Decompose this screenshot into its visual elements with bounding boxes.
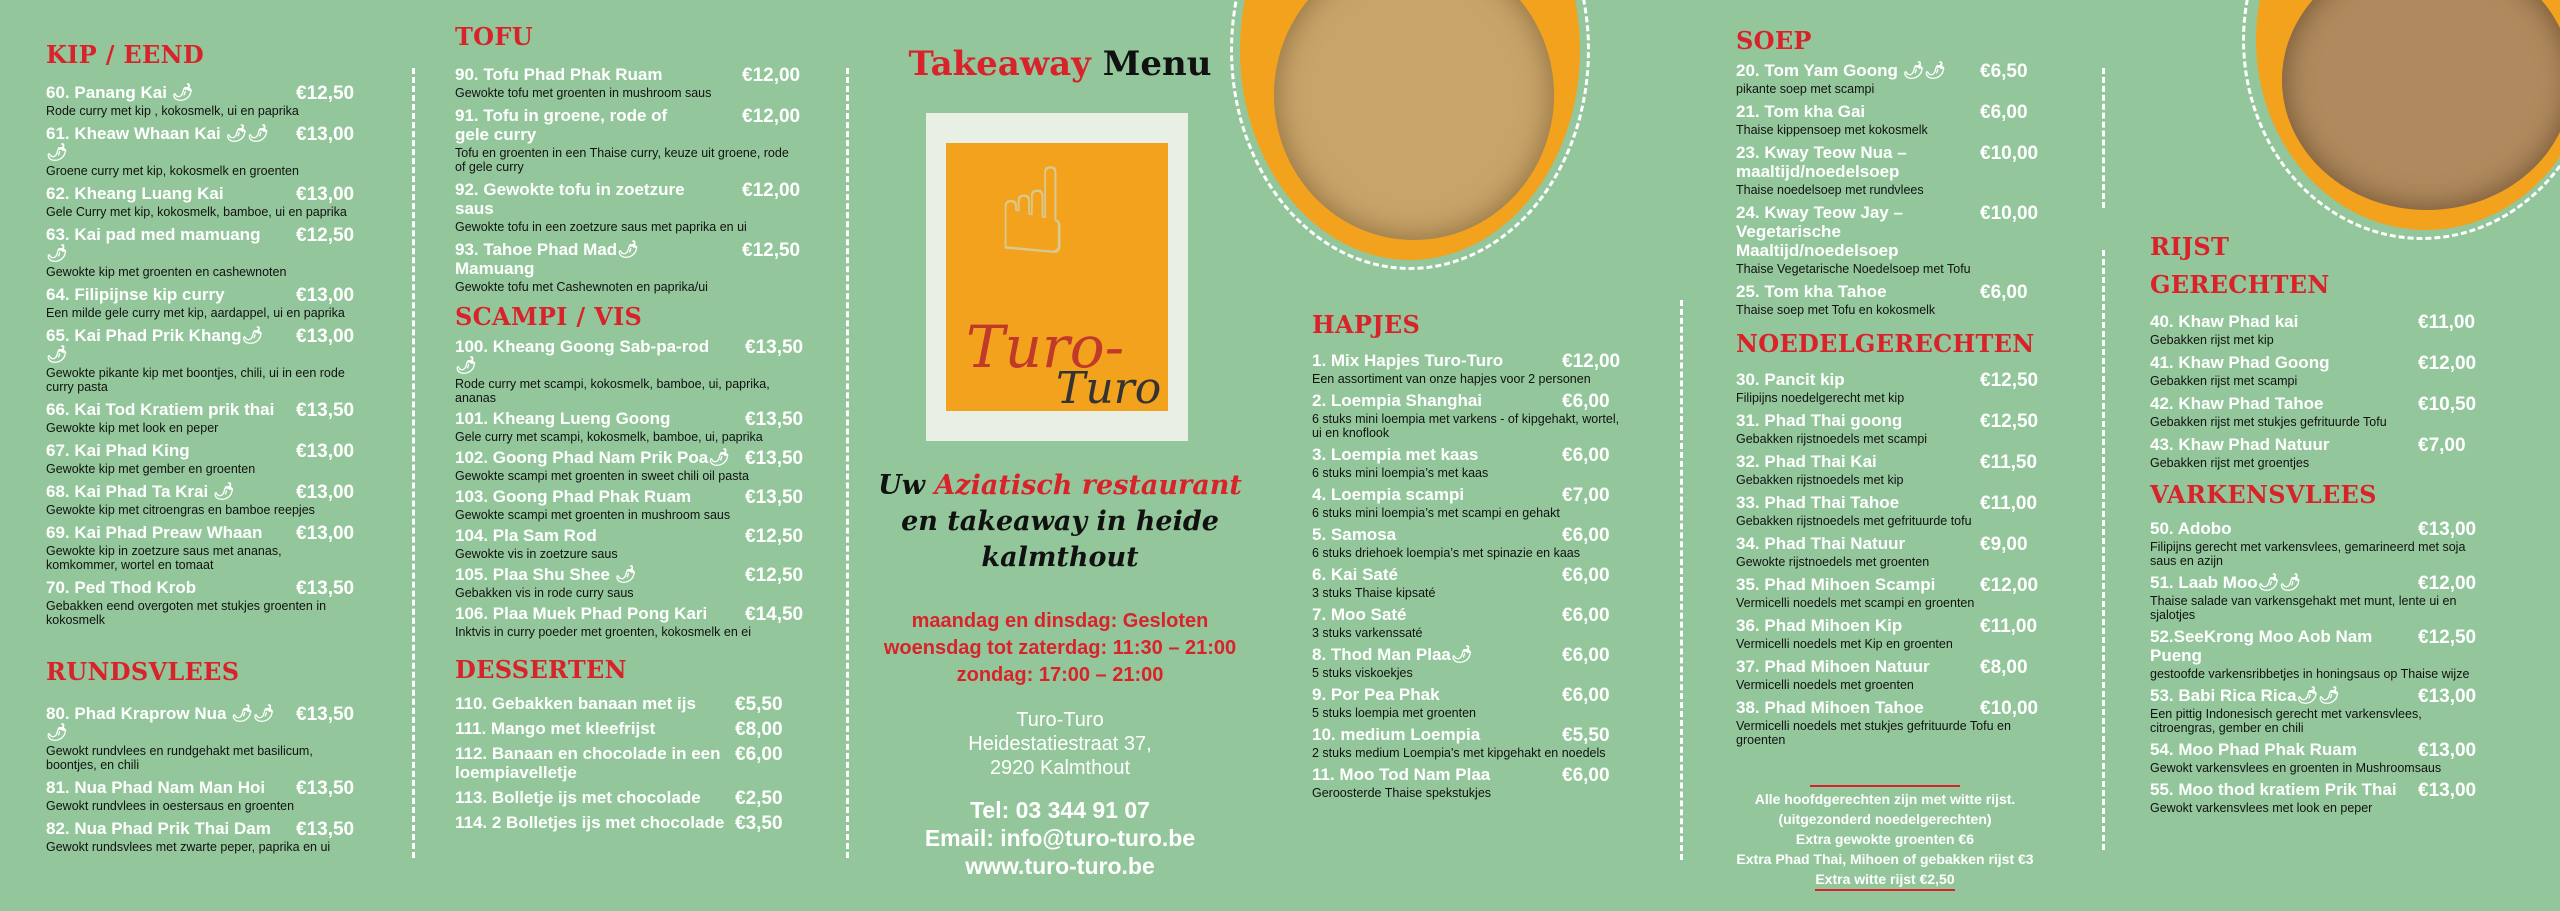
menu-item-description: pikante soep met scampi xyxy=(1736,82,1875,96)
menu-item xyxy=(2150,627,2525,681)
menu-item-price: €11,50 xyxy=(1980,452,2038,473)
menu-item-description: 3 stuks varkenssaté xyxy=(1312,626,1423,640)
column-tofu-scampi-dessert xyxy=(455,22,817,838)
menu-item-description: Gewokte tofu met groenten in mushroom saus xyxy=(455,86,712,100)
menu-item-description: Thaise kippensoep met kokosmelk xyxy=(1736,123,1928,137)
menu-item-description: Thaise Vegetarische Noedelsoep met Tofu xyxy=(1736,262,1971,276)
menu-item-name: 103. Goong Phad Phak Ruam xyxy=(455,487,692,506)
menu-item-price: €13,50 xyxy=(296,400,355,421)
section-title-hapjes: HAPJES xyxy=(1312,310,1421,339)
menu-item-price: €10,50 xyxy=(2418,394,2477,415)
tagline: Uw Aziatisch restaurant en takeaway in heide kalmthout xyxy=(878,470,1242,573)
menu-item xyxy=(1736,102,2056,137)
menu-item xyxy=(2150,573,2525,622)
menu-item-name: 106. Plaa Muek Phad Pong Kari xyxy=(455,604,708,623)
menu-item-price: €12,50 xyxy=(1980,411,2039,432)
menu-item-name: 20. Tom Yam Goong 🌶🌶 xyxy=(1736,61,1946,80)
menu-item xyxy=(1736,411,2056,446)
menu-item-name: 65. Kai Phad Prik Khang🌶🌶 xyxy=(46,326,264,364)
menu-item-price: €13,00 xyxy=(296,124,355,145)
section-kip xyxy=(46,83,396,627)
menu-item-name: 52.SeeKrong Moo Aob Nam Pueng xyxy=(2150,627,2373,665)
page-title: Takeaway Menu xyxy=(908,44,1212,84)
website-link[interactable]: www.turo-turo.be xyxy=(965,853,1155,879)
menu-item-price: €6,00 xyxy=(1980,282,2028,303)
menu-item-name: 38. Phad Mihoen Tahoe xyxy=(1736,698,1924,717)
menu-item xyxy=(2150,740,2525,775)
menu-item-name: 7. Moo Saté xyxy=(1312,605,1407,624)
menu-item xyxy=(46,326,396,394)
menu-item-description: Gewokt varkensvlees met look en peper xyxy=(2150,801,2373,815)
menu-item xyxy=(46,441,396,476)
menu-item xyxy=(1736,616,2056,651)
menu-item-price: €12,00 xyxy=(742,65,801,86)
menu-item-price: €13,00 xyxy=(296,184,355,205)
menu-item-price: €6,00 xyxy=(1980,102,2028,123)
menu-item xyxy=(2150,435,2525,470)
menu-item-name: 68. Kai Phad Ta Krai 🌶 xyxy=(46,482,235,501)
section-soep xyxy=(1736,61,2056,317)
menu-item xyxy=(455,788,817,807)
menu-item-name: 10. medium Loempia xyxy=(1312,725,1481,744)
menu-item-name: 111. Mango met kleefrijst xyxy=(455,719,656,738)
menu-item xyxy=(46,184,396,219)
menu-item-description: Rode curry met scampi, kokosmelk, bamboe, ui, paprika, ananas xyxy=(455,377,770,405)
menu-item xyxy=(46,482,396,517)
menu-item xyxy=(455,337,817,405)
menu-item-name: 67. Kai Phad King xyxy=(46,441,190,460)
menu-item-price: €13,50 xyxy=(296,819,355,840)
menu-item-price: €12,00 xyxy=(742,106,801,127)
menu-item-name: 33. Phad Thai Tahoe xyxy=(1736,493,1900,512)
menu-item-price: €13,50 xyxy=(296,704,355,725)
divider xyxy=(846,68,849,858)
menu-item xyxy=(46,83,396,118)
menu-item-price: €12,50 xyxy=(745,526,804,547)
menu-item-name: 70. Ped Thod Krob xyxy=(46,578,197,597)
notes: Alle hoofdgerechten zijn met witte rijst. (uitgezonderd noedelgerechten) Extra gewokte groenten €6 Extra Phad Thai, Mihoen of gebakken rijst €3 Extra witte rijst €2,50 xyxy=(1735,785,2035,891)
menu-item-name: 61. Kheaw Whaan Kai 🌶🌶🌶 xyxy=(46,124,269,162)
menu-item-name: 40. Khaw Phad kai xyxy=(2150,312,2299,331)
menu-item-name: 82. Nua Phad Prik Thai Dam xyxy=(46,819,271,838)
menu-item xyxy=(455,106,817,174)
menu-item xyxy=(1312,525,1637,560)
menu-item-description: Filipijns gerecht met varkensvlees, gemarineerd met soja saus en azijn xyxy=(2150,540,2466,568)
opening-hours: maandag en dinsdag: Gesloten woensdag tot zaterdag: 11:30 – 21:00 zondag: 17:00 – 21:00 xyxy=(883,610,1237,686)
menu-item-price: €13,50 xyxy=(745,487,804,508)
menu-item-name: 81. Nua Phad Nam Man Hoi xyxy=(46,778,266,797)
menu-item-description: 5 stuks viskoekjes xyxy=(1312,666,1413,680)
menu-item-price: €12,50 xyxy=(1980,370,2039,391)
menu-item-price: €13,00 xyxy=(2418,686,2477,707)
pointing-hand-icon: ☝ xyxy=(996,145,1070,279)
menu-item-description: Gebakken eend overgoten met stukjes groenten in kokosmelk xyxy=(46,599,327,627)
menu-item-description: Gewokte kip met citroengras en bamboe reepjes xyxy=(46,503,315,517)
menu-item-description: Gewokte kip in zoetzure saus met ananas, komkommer, wortel en tomaat xyxy=(46,544,282,572)
menu-item-description: Gewokte kip met gember en groenten xyxy=(46,462,256,476)
menu-item-price: €13,00 xyxy=(296,326,355,347)
menu-item-description: Gewokte kip met look en peper xyxy=(46,421,219,435)
column-rijst-varken xyxy=(2150,228,2525,820)
menu-item-name: 24. Kway Teow Jay – Vegetarische Maaltijd/noedelsoep xyxy=(1736,203,1903,260)
menu-item xyxy=(46,124,396,178)
menu-item-price: €3,50 xyxy=(735,813,783,834)
menu-item xyxy=(455,448,817,483)
menu-item xyxy=(1736,534,2056,569)
menu-item xyxy=(455,813,817,832)
menu-item-price: €11,00 xyxy=(1980,493,2038,514)
menu-item-price: €12,00 xyxy=(2418,353,2477,374)
divider xyxy=(2102,250,2105,850)
turo-turo-logo: ☝ Turo- Turo xyxy=(926,113,1188,441)
menu-item-description: Gebakken rijstnoedels met kip xyxy=(1736,473,1904,487)
menu-item-name: 30. Pancit kip xyxy=(1736,370,1845,389)
menu-item-description: Gebakken vis in rode curry saus xyxy=(455,586,634,600)
address: Turo-Turo Heidestatiestraat 37, 2920 Kalmthout xyxy=(968,709,1152,779)
menu-item xyxy=(455,65,817,100)
menu-item-price: €10,00 xyxy=(1980,203,2039,224)
menu-item-name: 4. Loempia scampi xyxy=(1312,485,1465,504)
menu-item xyxy=(1736,370,2056,405)
menu-item-description: Gebakken rijstnoedels met scampi xyxy=(1736,432,1928,446)
menu-item xyxy=(1312,765,1637,800)
menu-item-description: Gebakken rijst met stukjes gefrituurde Tofu xyxy=(2150,415,2387,429)
menu-item-price: €6,00 xyxy=(1562,765,1610,786)
menu-item-description: Gebakken rijst met kip xyxy=(2150,333,2274,347)
menu-item-name: 50. Adobo xyxy=(2150,519,2232,538)
section-noedel xyxy=(1736,370,2056,747)
menu-item-price: €13,50 xyxy=(296,778,355,799)
menu-item-name: 34. Phad Thai Natuur xyxy=(1736,534,1906,553)
menu-item-name: 112. Banaan en chocolade in een loempiavelletje xyxy=(455,744,721,782)
divider xyxy=(1680,300,1683,860)
menu-item-description: Gele curry met scampi, kokosmelk, bamboe, ui, paprika xyxy=(455,430,763,444)
menu-item xyxy=(2150,519,2525,568)
menu-item-description: Thaise salade van varkensgehakt met munt, lente ui en sjalotjes xyxy=(2150,594,2457,622)
section-title-varken: VARKENSVLEES xyxy=(2150,480,2377,509)
menu-item xyxy=(1312,391,1637,440)
menu-item-name: 3. Loempia met kaas xyxy=(1312,445,1479,464)
menu-item-price: €6,00 xyxy=(1562,605,1610,626)
menu-item xyxy=(1312,565,1637,600)
menu-item-description: Gele Curry met kip, kokosmelk, bamboe, ui en paprika xyxy=(46,205,347,219)
spring-rolls-photo xyxy=(1240,0,1580,260)
menu-item-name: 60. Panang Kai 🌶 xyxy=(46,83,194,102)
menu-item-name: 23. Kway Teow Nua – maaltijd/noedelsoep xyxy=(1736,143,1907,181)
menu-item-description: Gewokte kip met groenten en cashewnoten xyxy=(46,265,287,279)
menu-item-description: Gewokt rundsvlees met zwarte peper, paprika en ui xyxy=(46,840,331,854)
menu-item-name: 25. Tom kha Tahoe xyxy=(1736,282,1887,301)
menu-item-name: 100. Kheang Goong Sab-pa-rod🌶 xyxy=(455,337,710,375)
menu-item-description: Gewokt varkensvlees en groenten in Mushroomsaus xyxy=(2150,761,2442,775)
menu-item xyxy=(455,744,817,782)
menu-item-description: Filipijns noedelgerecht met kip xyxy=(1736,391,1905,405)
menu-item-name: 42. Khaw Phad Tahoe xyxy=(2150,394,2324,413)
menu-item-price: €12,00 xyxy=(1562,351,1621,372)
divider xyxy=(412,68,415,858)
menu-item-name: 6. Kai Saté xyxy=(1312,565,1398,584)
menu-item-description: 6 stuks mini loempia’s met scampi en gehakt xyxy=(1312,506,1560,520)
column-soep-noedel xyxy=(1736,26,2056,753)
menu-item-price: €12,50 xyxy=(742,240,801,261)
section-title-tofu: TOFU xyxy=(455,22,533,51)
menu-item-name: 9. Por Pea Phak xyxy=(1312,685,1440,704)
menu-item xyxy=(46,523,396,572)
menu-item xyxy=(455,487,817,522)
menu-item-price: €7,00 xyxy=(2418,435,2466,456)
menu-item xyxy=(455,694,817,713)
menu-item xyxy=(2150,394,2525,429)
menu-item-price: €13,00 xyxy=(2418,740,2477,761)
menu-item-name: 90. Tofu Phad Phak Ruam xyxy=(455,65,663,84)
menu-item xyxy=(2150,686,2525,735)
menu-item-description: 3 stuks Thaise kipsaté xyxy=(1312,586,1436,600)
menu-item-name: 51. Laab Moo🌶🌶 xyxy=(2150,573,2301,592)
menu-item-name: 43. Khaw Phad Natuur xyxy=(2150,435,2330,454)
menu-item-description: Gewokte rijstnoedels met groenten xyxy=(1736,555,1930,569)
menu-item-price: €11,00 xyxy=(1980,616,2038,637)
menu-item-price: €13,50 xyxy=(296,578,355,599)
section-title-kip: KIP / EEND xyxy=(46,40,204,69)
menu-item-description: Gewokte vis in zoetzure saus xyxy=(455,547,618,561)
menu-item-price: €13,00 xyxy=(2418,519,2477,540)
section-title-rijst: RIJST GERECHTEN xyxy=(2150,232,2330,299)
menu-item-name: 35. Phad Mihoen Scampi xyxy=(1736,575,1936,594)
menu-item xyxy=(1312,605,1637,640)
menu-item xyxy=(1736,575,2056,610)
section-hapjes xyxy=(1312,351,1637,800)
menu-item-description: Gewokte scampi met groenten in sweet chili oil pasta xyxy=(455,469,749,483)
menu-item xyxy=(1312,485,1637,520)
menu-item-description: Gewokt rundvlees in oestersaus en groenten xyxy=(46,799,295,813)
menu-item-description: 6 stuks mini loempia met varkens - of kipgehakt, wortel, ui en knoflook xyxy=(1312,412,1620,440)
menu-item-price: €9,00 xyxy=(1980,534,2028,555)
menu-item xyxy=(1312,351,1637,386)
menu-item-price: €12,00 xyxy=(1980,575,2039,596)
menu-item-name: 41. Khaw Phad Goong xyxy=(2150,353,2330,372)
column-kip-rund xyxy=(46,40,396,860)
section-varken xyxy=(2150,519,2525,815)
menu-item xyxy=(46,578,396,627)
menu-item-name: 105. Plaa Shu Shee 🌶 xyxy=(455,565,637,584)
menu-item-name: 8. Thod Man Plaa🌶 xyxy=(1312,645,1473,664)
menu-item-name: 113. Bolletje ijs met chocolade xyxy=(455,788,701,807)
menu-item-description: Gewokte pikante kip met boontjes, chili, ui in een rode curry pasta xyxy=(46,366,345,394)
menu-item-price: €12,50 xyxy=(2418,627,2477,648)
menu-item-price: €5,50 xyxy=(1562,725,1610,746)
menu-item xyxy=(1736,657,2056,692)
menu-item-description: Thaise soep met Tofu en kokosmelk xyxy=(1736,303,1936,317)
menu-item-description: Gewokt rundvlees en rundgehakt met basilicum, boontjes, en chili xyxy=(46,744,313,772)
menu-item xyxy=(46,819,396,854)
menu-item xyxy=(455,565,817,600)
menu-item-description: 5 stuks loempia met groenten xyxy=(1312,706,1476,720)
menu-item-description: Gebakken rijstnoedels met gefrituurde tofu xyxy=(1736,514,1972,528)
menu-item-name: 31. Phad Thai goong xyxy=(1736,411,1903,430)
menu-item-name: 66. Kai Tod Kratiem prik thai xyxy=(46,400,275,419)
menu-item xyxy=(455,180,817,234)
menu-item xyxy=(1736,143,2056,197)
menu-item-price: €6,00 xyxy=(1562,685,1610,706)
menu-item xyxy=(1312,445,1637,480)
menu-item-price: €7,00 xyxy=(1562,485,1610,506)
menu-item-description: Vermicelli noedels met stukjes gefrituurde Tofu en groenten xyxy=(1736,719,2011,747)
menu-item-name: 91. Tofu in groene, rode of gele curry xyxy=(455,106,668,144)
menu-item-price: €10,00 xyxy=(1980,698,2039,719)
menu-item-price: €13,00 xyxy=(296,523,355,544)
menu-item-price: €13,50 xyxy=(745,409,804,430)
menu-item-description: 6 stuks driehoek loempia’s met spinazie en kaas xyxy=(1312,546,1580,560)
menu-item-price: €13,50 xyxy=(745,448,804,469)
menu-item-name: 37. Phad Mihoen Natuur xyxy=(1736,657,1930,676)
menu-item-description: 6 stuks mini loempia’s met kaas xyxy=(1312,466,1489,480)
menu-item-description: Een assortiment van onze hapjes voor 2 personen xyxy=(1312,372,1591,386)
menu-item-name: 21. Tom kha Gai xyxy=(1736,102,1866,121)
menu-item-price: €5,50 xyxy=(735,694,783,715)
menu-item xyxy=(46,400,396,435)
menu-item-description: 2 stuks medium Loempia's met kipgehakt en noedels xyxy=(1312,746,1606,760)
menu-item-price: €11,00 xyxy=(2418,312,2476,333)
menu-item-name: 55. Moo thod kratiem Prik Thai xyxy=(2150,780,2397,799)
email-link[interactable]: Email: info@turo-turo.be xyxy=(924,825,1196,851)
menu-item-description: Vermicelli noedels met scampi en groenten xyxy=(1736,596,1975,610)
menu-item-price: €13,00 xyxy=(2418,780,2477,801)
menu-item-price: €12,50 xyxy=(296,83,355,104)
menu-item-description: gestoofde varkensribbetjes in honingsaus op Thaise wijze xyxy=(2150,667,2470,681)
menu-item-price: €14,50 xyxy=(745,604,804,625)
menu-item xyxy=(455,719,817,738)
menu-item-price: €12,50 xyxy=(745,565,804,586)
menu-item-price: €6,00 xyxy=(1562,565,1610,586)
menu-item-description: Vermicelli noedels met groenten xyxy=(1736,678,1914,692)
menu-item-description: Gebakken rijst met scampi xyxy=(2150,374,2298,388)
menu-item-price: €6,00 xyxy=(1562,391,1610,412)
menu-item-description: Rode curry met kip , kokosmelk, ui en paprika xyxy=(46,104,299,118)
menu-item-description: Vermicelli noedels met Kip en groenten xyxy=(1736,637,1953,651)
menu-item-name: 63. Kai pad med mamuang🌶 xyxy=(46,225,261,263)
section-title-dessert: DESSERTEN xyxy=(455,655,627,684)
menu-item-name: 102. Goong Phad Nam Prik Poa🌶 xyxy=(455,448,730,467)
menu-item-name: 92. Gewokte tofu in zoetzure saus xyxy=(455,180,685,218)
menu-item-price: €10,00 xyxy=(1980,143,2039,164)
menu-item-description: Een milde gele curry met kip, aardappel, ui en paprika xyxy=(46,306,345,320)
menu-item-name: 2. Loempia Shanghai xyxy=(1312,391,1483,410)
section-dessert xyxy=(455,694,817,832)
menu-item xyxy=(2150,312,2525,347)
menu-item-description: Gewokte scampi met groenten in mushroom saus xyxy=(455,508,731,522)
menu-item-price: €2,50 xyxy=(735,788,783,809)
menu-item-price: €6,00 xyxy=(1562,525,1610,546)
menu-item-price: €13,00 xyxy=(296,285,355,306)
menu-item xyxy=(46,778,396,813)
menu-item-price: €13,00 xyxy=(296,441,355,462)
section-title-soep: SOEP xyxy=(1736,26,1812,55)
phone[interactable]: Tel: 03 344 91 07 xyxy=(970,797,1150,823)
menu-item xyxy=(1736,452,2056,487)
menu-item-price: €6,00 xyxy=(1562,645,1610,666)
menu-item-price: €6,00 xyxy=(735,744,783,765)
menu-item xyxy=(46,704,396,772)
menu-item xyxy=(455,409,817,444)
menu-item-description: Geroosterde Thaise spekstukjes xyxy=(1312,786,1492,800)
section-title-rund: RUNDSVLEES xyxy=(46,657,240,686)
menu-item-name: 62. Kheang Luang Kai xyxy=(46,184,224,203)
menu-item xyxy=(1312,685,1637,720)
menu-item-description: Gebakken rijst met groentjes xyxy=(2150,456,2310,470)
menu-item-name: 5. Samosa xyxy=(1312,525,1397,544)
menu-item-name: 93. Tahoe Phad Mad🌶 Mamuang xyxy=(455,240,639,278)
section-rijst xyxy=(2150,312,2525,470)
divider xyxy=(2102,68,2105,208)
menu-item-price: €12,00 xyxy=(742,180,801,201)
menu-item-description: Tofu en groenten in een Thaise curry, keuze uit groene, rode of gele curry xyxy=(455,146,789,174)
menu-item-name: 80. Phad Kraprow Nua 🌶🌶🌶 xyxy=(46,704,275,742)
menu-item-price: €8,00 xyxy=(1980,657,2028,678)
menu-item-name: 1. Mix Hapjes Turo-Turo xyxy=(1312,351,1504,370)
menu-item-name: 110. Gebakken banaan met ijs xyxy=(455,694,696,713)
menu-item-name: 104. Pla Sam Rod xyxy=(455,526,597,545)
contact-info xyxy=(860,796,1260,880)
menu-item xyxy=(46,285,396,320)
menu-item xyxy=(455,604,817,639)
menu-item-price: €6,50 xyxy=(1980,61,2028,82)
menu-item-name: 32. Phad Thai Kai xyxy=(1736,452,1877,471)
section-rund xyxy=(46,704,396,854)
section-scampi xyxy=(455,337,817,639)
menu-item-name: 54. Moo Phad Phak Ruam xyxy=(2150,740,2357,759)
menu-item-name: 53. Babi Rica Rica🌶🌶 xyxy=(2150,686,2340,705)
menu-item-price: €8,00 xyxy=(735,719,783,740)
menu-item xyxy=(1736,282,2056,317)
menu-item-name: 36. Phad Mihoen Kip xyxy=(1736,616,1903,635)
menu-item xyxy=(1736,493,2056,528)
menu-item-description: Gewokte tofu in een zoetzure saus met paprika en ui xyxy=(455,220,747,234)
menu-item-description: Gewokte tofu met Cashewnoten en paprika/ui xyxy=(455,280,708,294)
fried-rice-photo xyxy=(2256,0,2560,230)
menu-item-price: €12,50 xyxy=(296,225,355,246)
menu-item-name: 114. 2 Bolletjes ijs met chocolade xyxy=(455,813,725,832)
menu-item-price: €13,00 xyxy=(296,482,355,503)
menu-item-description: Een pittig Indonesisch gerecht met varkensvlees, citroengras, gember en chili xyxy=(2150,707,2422,735)
menu-item xyxy=(455,526,817,561)
menu-item xyxy=(2150,780,2525,815)
menu-item-name: 69. Kai Phad Preaw Whaan xyxy=(46,523,263,542)
menu-item-price: €13,50 xyxy=(745,337,804,358)
section-title-scampi: SCAMPI / VIS xyxy=(455,302,643,331)
menu-item-name: 101. Kheang Lueng Goong xyxy=(455,409,671,428)
section-title-noedel: NOEDELGERECHTEN xyxy=(1736,329,2035,358)
menu-item xyxy=(1736,203,2056,276)
menu-item xyxy=(2150,353,2525,388)
menu-item-name: 64. Filipijnse kip curry xyxy=(46,285,225,304)
menu-item xyxy=(46,225,396,279)
menu-item-price: €12,00 xyxy=(2418,573,2477,594)
column-hapjes xyxy=(1312,310,1637,805)
menu-item-description: Inktvis in curry poeder met groenten, kokosmelk en ei xyxy=(455,625,751,639)
menu-item xyxy=(455,240,817,294)
section-tofu xyxy=(455,65,817,294)
menu-item-price: €6,00 xyxy=(1562,445,1610,466)
menu-item xyxy=(1312,725,1637,760)
menu-item xyxy=(1736,698,2056,747)
menu-item-description: Thaise noedelsoep met rundvlees xyxy=(1736,183,1924,197)
menu-item xyxy=(1736,61,2056,96)
menu-item xyxy=(1312,645,1637,680)
menu-item-name: 11. Moo Tod Nam Plaa xyxy=(1312,765,1491,784)
menu-item-description: Groene curry met kip, kokosmelk en groenten xyxy=(46,164,299,178)
